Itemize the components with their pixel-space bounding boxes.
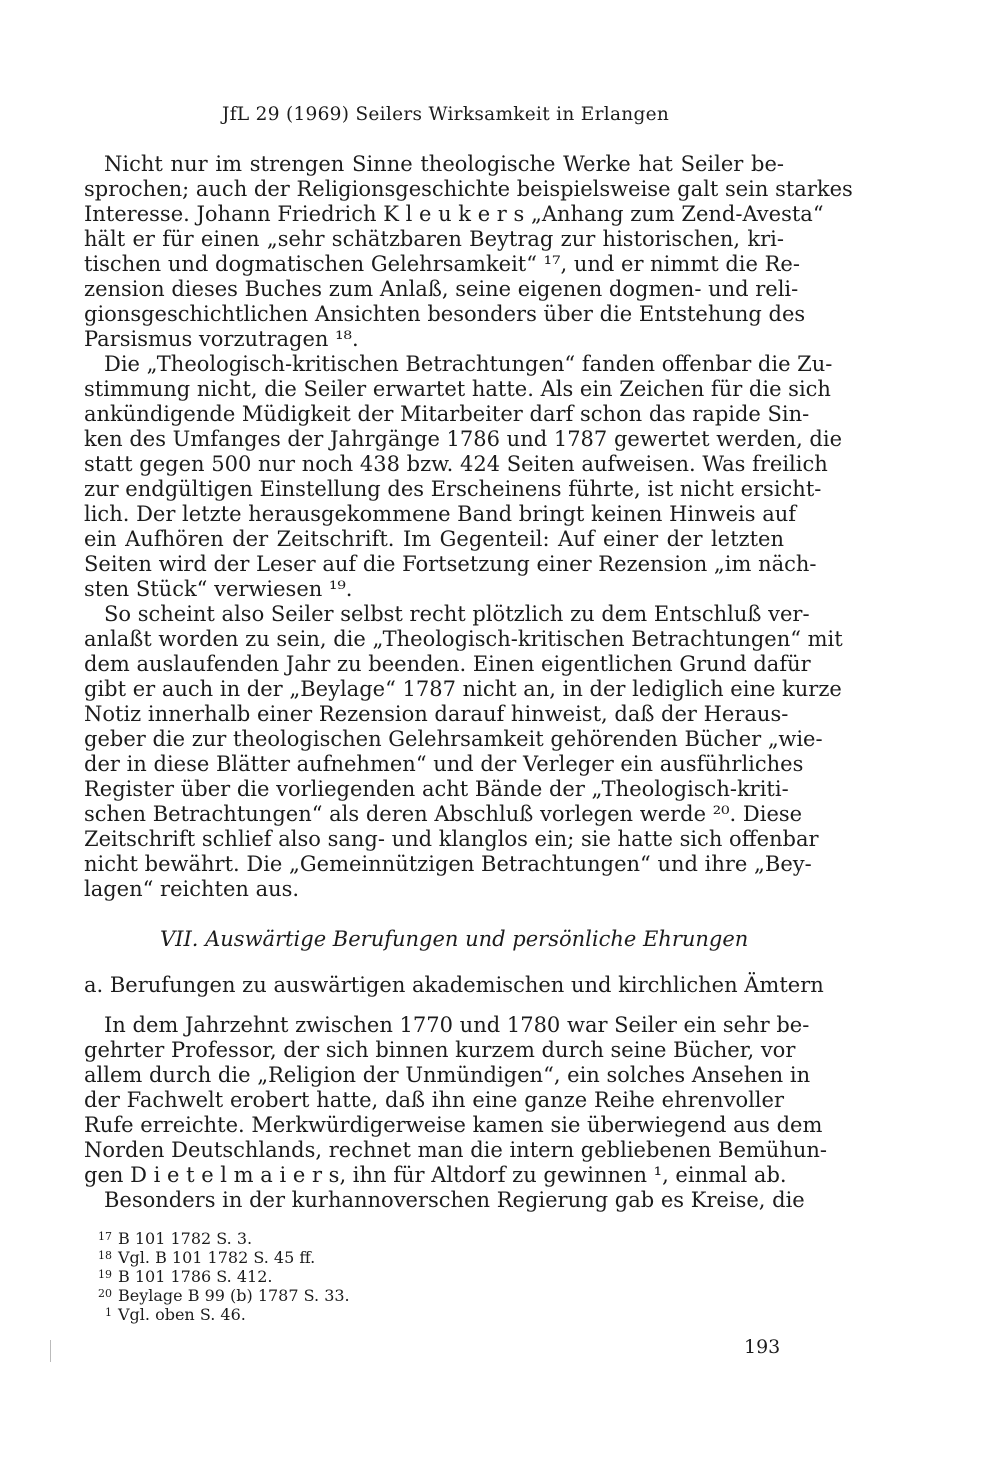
text-line: ein Aufhören der Zeitschrift. Im Gegenteil: Auf einer der letzten bbox=[84, 527, 784, 551]
footnote-text: Beylage B 99 (b) 1787 S. 33. bbox=[118, 1286, 350, 1305]
text-line: statt gegen 500 nur noch 438 bzw. 424 Seiten aufweisen. Was freilich bbox=[84, 452, 828, 476]
text-line: dem auslaufenden Jahr zu beenden. Einen eigentlichen Grund dafür bbox=[84, 652, 811, 676]
text-line: ken des Umfanges der Jahrgänge 1786 und 1787 gewertet werden, die bbox=[84, 427, 843, 451]
text-line: ankündigende Müdigkeit der Mitarbeiter darf schon das rapide Sin- bbox=[84, 402, 810, 426]
text-line: zur endgültigen Einstellung des Erscheinens führte, ist nicht ersicht- bbox=[84, 477, 822, 501]
text-line: zension dieses Buches zum Anlaß, seine eigenen dogmen- und reli- bbox=[84, 277, 799, 301]
text-line: gehrter Professor, der sich binnen kurzem durch seine Bücher, vor bbox=[84, 1038, 796, 1062]
text-line: gionsgeschichtlichen Ansichten besonders über die Entstehung des bbox=[84, 302, 806, 326]
footnote bbox=[84, 1247, 315, 1267]
text-line: Rufe erreichte. Merkwürdigerweise kamen sie überwiegend aus dem bbox=[84, 1113, 823, 1137]
text-line: lich. Der letzte herausgekommene Band bringt keinen Hinweis auf bbox=[84, 502, 797, 526]
text-line: Die „Theologisch-kritischen Betrachtungen“ fanden offenbar die Zu- bbox=[104, 352, 833, 376]
footnote-number: 19 bbox=[98, 1268, 112, 1281]
footnote-text: B 101 1782 S. 3. bbox=[118, 1229, 253, 1248]
text-line: So scheint also Seiler selbst recht plötzlich zu dem Entschluß ver- bbox=[104, 602, 810, 626]
footnote-text: B 101 1786 S. 412. bbox=[118, 1267, 273, 1286]
scan-margin-mark bbox=[50, 1340, 51, 1362]
section-title: VII. Auswärtige Berufungen und persönliche Ehrungen bbox=[160, 927, 749, 951]
text-line: der Fachwelt erobert hatte, daß ihn eine ganze Reihe ehrenvoller bbox=[84, 1088, 784, 1112]
text-line: hält er für einen „sehr schätzbaren Beytrag zur historischen, kri- bbox=[84, 227, 784, 251]
footnote-number: 17 bbox=[98, 1230, 112, 1243]
text-line: In dem Jahrzehnt zwischen 1770 und 1780 war Seiler ein sehr be- bbox=[104, 1013, 810, 1037]
text-line: sprochen; auch der Religionsgeschichte beispielsweise galt sein starkes bbox=[84, 177, 853, 201]
text-line: Interesse. Johann Friedrich K l e u k e r s „Anhang zum Zend-Avesta“ bbox=[84, 202, 824, 226]
footnote-text: Vgl. B 101 1782 S. 45 ff. bbox=[118, 1248, 316, 1267]
footnote bbox=[84, 1285, 350, 1305]
text-line: der in diese Blätter aufnehmen“ und der Verleger ein ausführliches bbox=[84, 752, 804, 776]
running-header: JfL 29 (1969) Seilers Wirksamkeit in Erlangen bbox=[222, 104, 670, 125]
text-line: Zeitschrift schlief also sang- und klanglos ein; sie hatte sich offenbar bbox=[84, 827, 819, 851]
text-line: tischen und dogmatischen Gelehrsamkeit“ ¹⁷, und er nimmt die Re- bbox=[84, 252, 800, 276]
text-line: Register über die vorliegenden acht Bände der „Theologisch-kriti- bbox=[84, 777, 789, 801]
footnote-text: Vgl. oben S. 46. bbox=[118, 1305, 246, 1324]
text-line: geber die zur theologischen Gelehrsamkeit gehörenden Bücher „wie- bbox=[84, 727, 823, 751]
footnote-number: 1 bbox=[105, 1306, 112, 1319]
text-line: Seiten wird der Leser auf die Fortsetzung einer Rezension „im näch- bbox=[84, 552, 817, 576]
text-line: sten Stück“ verwiesen ¹⁹. bbox=[84, 577, 353, 601]
text-line: allem durch die „Religion der Unmündigen“, ein solches Ansehen in bbox=[84, 1063, 811, 1087]
text-line: stimmung nicht, die Seiler erwartet hatte. Als ein Zeichen für die sich bbox=[84, 377, 831, 401]
footnote-number: 20 bbox=[98, 1287, 112, 1300]
text-line: lagen“ reichten aus. bbox=[84, 877, 300, 901]
text-line: anlaßt worden zu sein, die „Theologisch-kritischen Betrachtungen“ mit bbox=[84, 627, 843, 651]
text-line: Parsismus vorzutragen ¹⁸. bbox=[84, 327, 359, 351]
footnote bbox=[84, 1304, 246, 1324]
text-line: gibt er auch in der „Beylage“ 1787 nicht an, in der lediglich eine kurze bbox=[84, 677, 842, 701]
text-line: Notiz innerhalb einer Rezension darauf hinweist, daß der Heraus- bbox=[84, 702, 789, 726]
footnote-number: 18 bbox=[98, 1249, 112, 1262]
text-line: Nicht nur im strengen Sinne theologische Werke hat Seiler be- bbox=[104, 152, 784, 176]
text-line: Norden Deutschlands, rechnet man die intern gebliebenen Bemühun- bbox=[84, 1138, 827, 1162]
text-line: Besonders in der kurhannoverschen Regierung gab es Kreise, die bbox=[104, 1188, 805, 1212]
footnote bbox=[84, 1228, 252, 1248]
text-line: nicht bewährt. Die „Gemeinnützigen Betrachtungen“ und ihre „Bey- bbox=[84, 852, 812, 876]
subsection-title: a. Berufungen zu auswärtigen akademischen und kirchlichen Ämtern bbox=[84, 973, 824, 997]
text-line: schen Betrachtungen“ als deren Abschluß vorlegen werde ²⁰. Diese bbox=[84, 802, 803, 826]
footnote bbox=[84, 1266, 272, 1286]
page-number: 193 bbox=[744, 1336, 781, 1358]
text-line: gen D i e t e l m a i e r s, ihn für Altdorf zu gewinnen ¹, einmal ab. bbox=[84, 1163, 787, 1187]
